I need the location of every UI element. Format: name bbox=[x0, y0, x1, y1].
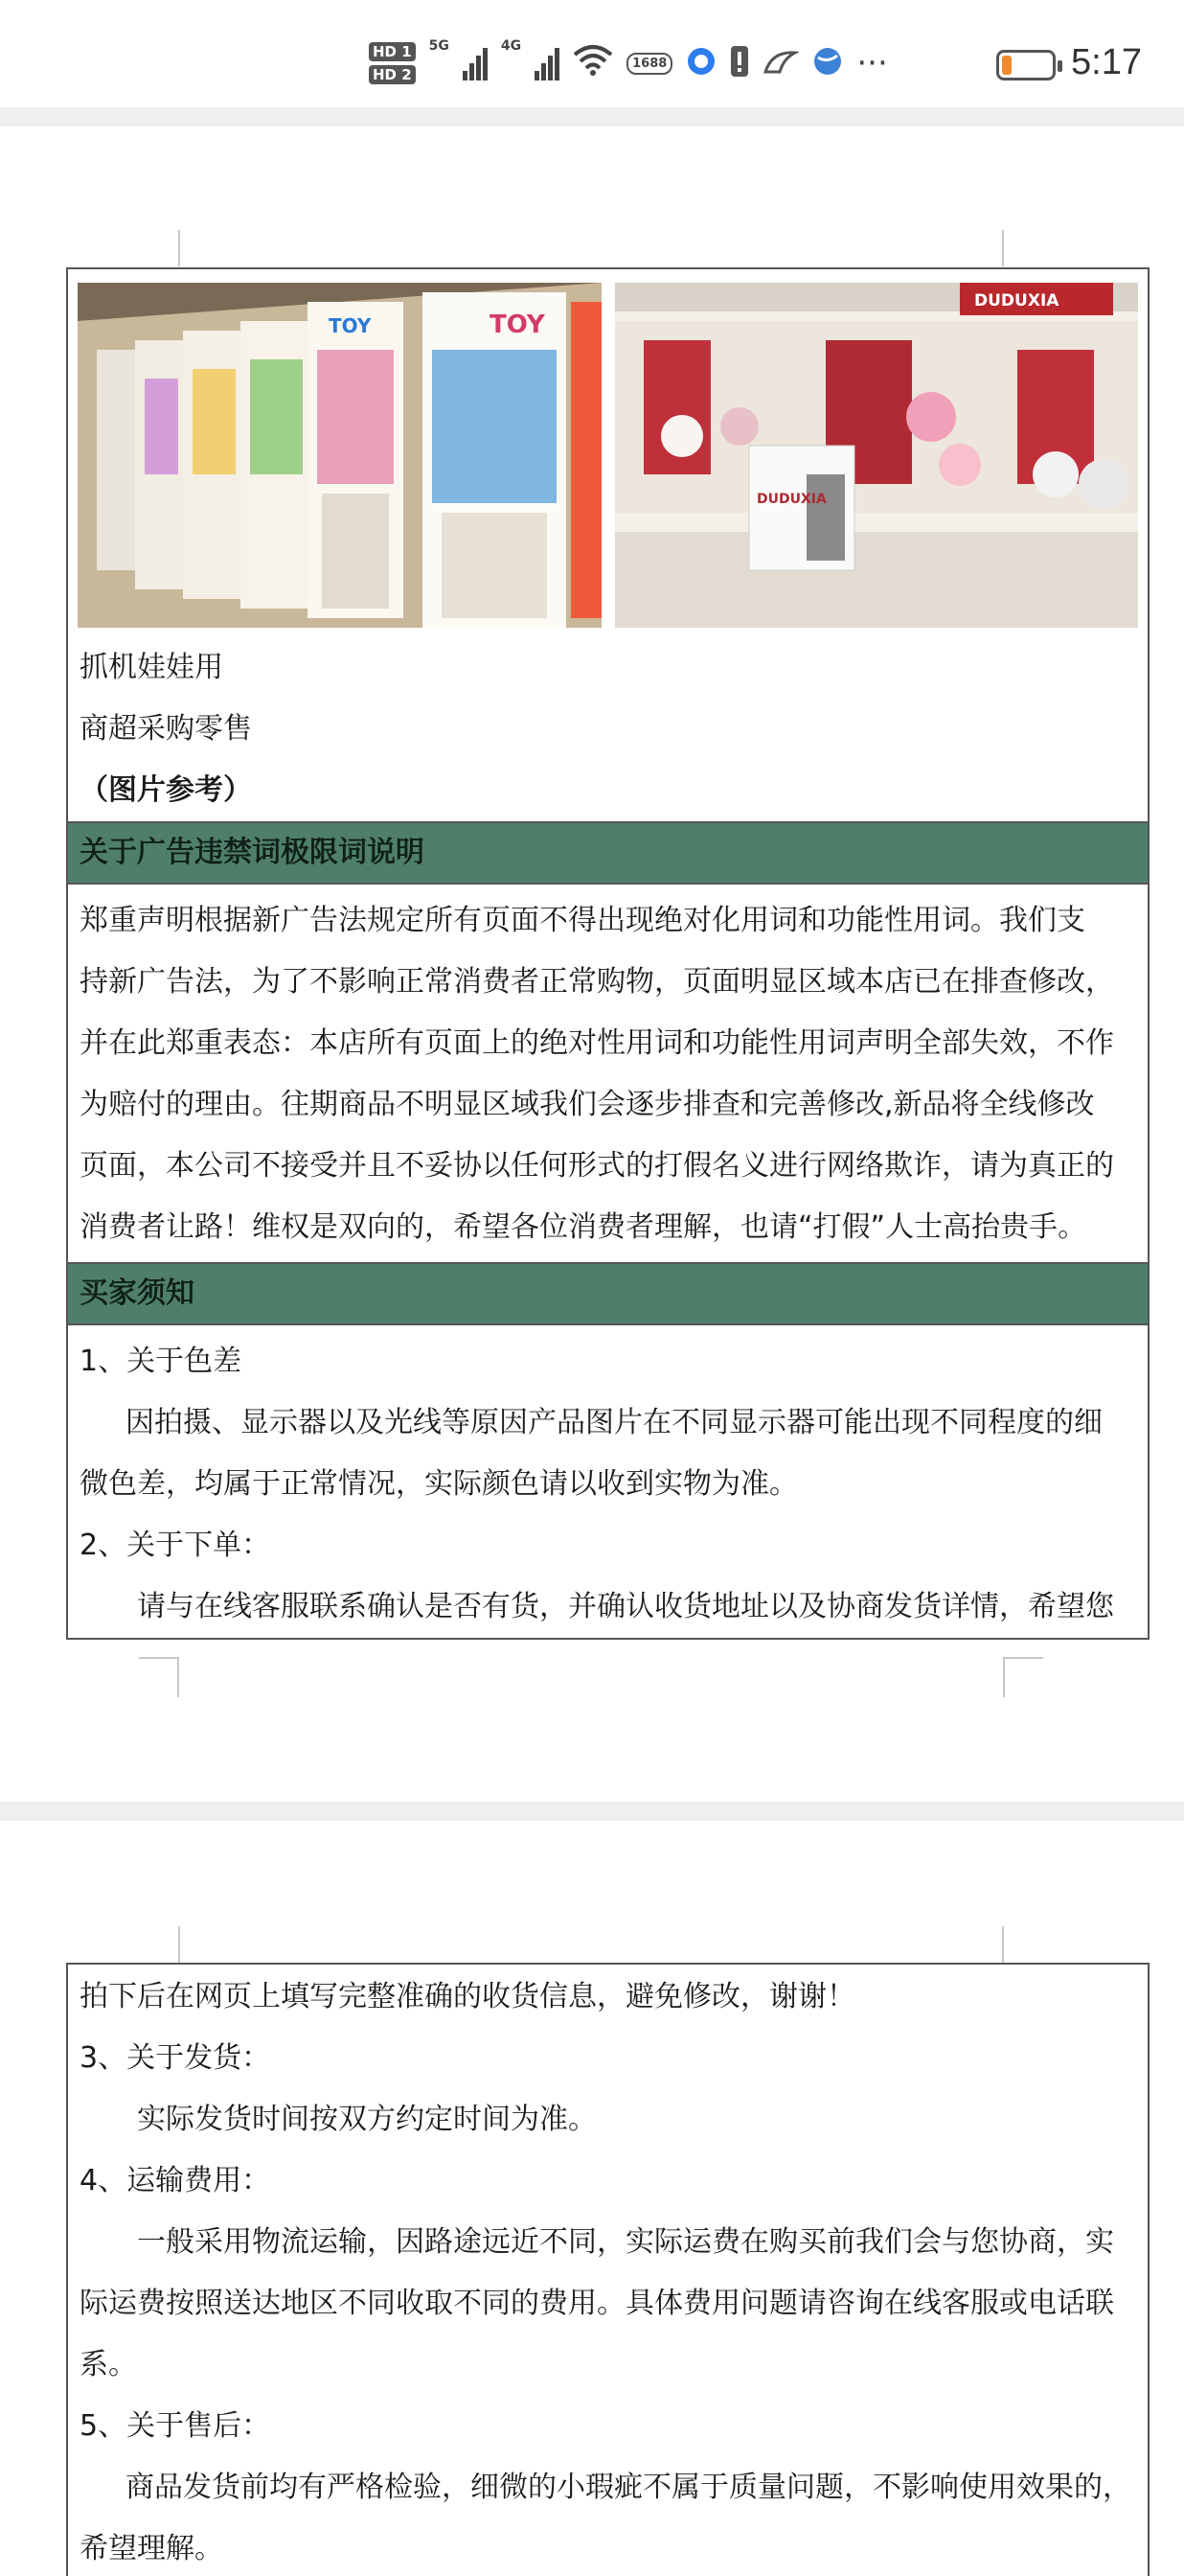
dual-sim-indicator bbox=[369, 42, 416, 84]
crop-mark bbox=[1003, 1657, 1043, 1697]
item2-title: 2、关于下单： bbox=[80, 1529, 271, 1562]
caption-line-1: 抓机娃娃用 bbox=[80, 651, 223, 684]
store-sign: DUDUXIA bbox=[973, 291, 1059, 310]
page-separator bbox=[0, 1802, 1184, 1821]
item4-line-1: 一般采用物流运输，因路途远近不同，实际运费在购买前我们会与您协商，实 bbox=[137, 2225, 1114, 2259]
left-photo-sign-1: TOY bbox=[490, 310, 545, 339]
item1-line-1: 因拍摄、显示器以及光线等原因产品图片在不同显示器可能出现不同程度的细 bbox=[125, 1406, 1103, 1439]
item5-title: 5、关于售后： bbox=[80, 2409, 271, 2443]
ad-line-4: 为赔付的理由。往期商品不明显区域我们会逐步排查和完善修改,新品将全线修改 bbox=[80, 1088, 1095, 1121]
buyer-notice-continued bbox=[68, 1965, 1148, 2576]
left-photo-sign-2: TOY bbox=[329, 314, 372, 337]
ad-line-2: 持新广告法，为了不影响正常消费者正常购物，页面明显区域本店已在排查修改， bbox=[80, 965, 1114, 999]
item3-title: 3、关于发货： bbox=[80, 2041, 271, 2075]
counter-sign: DUDUXIA bbox=[756, 492, 827, 507]
crop-mark bbox=[139, 1657, 179, 1697]
app-1688-icon: 1688 bbox=[626, 53, 672, 75]
item3-line-1: 实际发货时间按双方约定时间为准。 bbox=[137, 2103, 597, 2136]
browser-app-icon bbox=[686, 46, 717, 80]
caption-line-2: 商超采购零售 bbox=[80, 712, 252, 746]
plush-store-photo bbox=[615, 283, 1139, 628]
ad-line-3: 并在此郑重表态：本店所有页面上的绝对性用词和功能性用词声明全部失效，不作 bbox=[80, 1026, 1114, 1060]
alert-icon bbox=[730, 45, 749, 81]
item5-line-1: 商品发货前均有严格检验，细微的小瑕疵不属于质量问题，不影响使用效果的， bbox=[125, 2471, 1131, 2504]
status-icons bbox=[369, 34, 888, 92]
ad-statement bbox=[68, 885, 1148, 1262]
clock: 5:17 bbox=[1071, 42, 1142, 82]
item5-line-2: 希望理解。 bbox=[80, 2532, 223, 2565]
claw-machine-photo bbox=[78, 283, 602, 628]
signal-icon-1 bbox=[463, 46, 488, 80]
section-header-ad-words: 关于广告违禁词极限词说明 bbox=[68, 821, 1148, 885]
document-page-1 bbox=[66, 267, 1150, 1640]
crop-mark bbox=[1002, 230, 1004, 266]
battery-icon bbox=[996, 50, 1056, 80]
document-page-2 bbox=[66, 1963, 1150, 2576]
ad-line-1: 郑重声明根据新广告法规定所有页面不得出现绝对化用词和功能性用词。我们支 bbox=[80, 904, 1085, 937]
hd-badge-1: HD 1 bbox=[369, 42, 416, 61]
item4-title: 4、运输费用： bbox=[80, 2164, 271, 2197]
ad-line-5: 页面，本公司不接受并且不妥协以任何形式的打假名义进行网络欺诈，请为真正的 bbox=[80, 1149, 1114, 1183]
item2-line-1: 请与在线客服联系确认是否有货，并确认收货地址以及协商发货详情，希望您 bbox=[137, 1590, 1114, 1623]
item2-line-2: 拍下后在网页上填写完整准确的收货信息，避免修改，谢谢！ bbox=[80, 1980, 855, 2013]
globe-app-icon bbox=[812, 46, 843, 80]
crop-mark bbox=[1002, 1926, 1004, 1963]
network-type-1: 5G bbox=[428, 38, 449, 54]
product-photos bbox=[68, 269, 1148, 637]
messaging-app-icon bbox=[763, 47, 799, 80]
caption-line-3: （图片参考） bbox=[80, 773, 252, 807]
crop-mark bbox=[178, 230, 180, 266]
item1-title: 1、关于色差 bbox=[80, 1345, 242, 1378]
signal-icon-2 bbox=[535, 46, 559, 80]
wifi-icon bbox=[573, 43, 613, 84]
network-type-2: 4G bbox=[500, 38, 522, 54]
item4-line-2: 际运费按照送达地区不同收取不同的费用。具体费用问题请咨询在线客服或电话联 bbox=[80, 2287, 1114, 2320]
ad-line-6: 消费者让路！维权是双向的，希望各位消费者理解，也请“打假”人士高抬贵手。 bbox=[80, 1210, 1087, 1244]
hd-badge-2: HD 2 bbox=[369, 65, 416, 84]
item1-line-2: 微色差，均属于正常情况，实际颜色请以收到实物为准。 bbox=[80, 1467, 798, 1501]
buyer-notice bbox=[68, 1325, 1148, 1640]
section-header-buyer-notice: 买家须知 bbox=[68, 1262, 1148, 1325]
crop-mark bbox=[178, 1926, 180, 1963]
item4-line-3: 系。 bbox=[80, 2348, 137, 2381]
status-bar bbox=[0, 0, 1184, 107]
page-separator bbox=[0, 107, 1184, 126]
more-icon: ··· bbox=[856, 44, 888, 82]
